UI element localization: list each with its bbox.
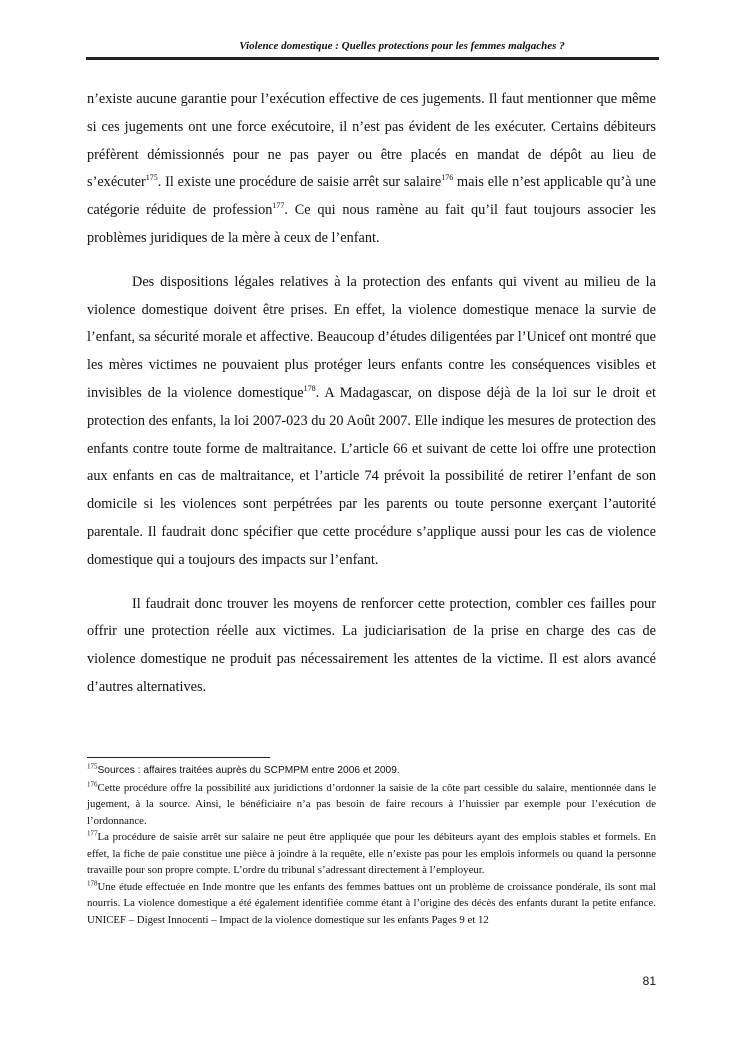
header-rule xyxy=(86,57,659,60)
footnote-number: 175 xyxy=(87,762,98,771)
footnote-text: La procédure de saisie arrêt sur salaire ne peut être appliquée que pour les débiteurs ayant des emplois stables et formels. En effet, la fiche de paie constitue une pièce à joindre à la requête, elle n’existe pas pour les emplois informels ou quand la personne travaille pour son propre compte. L’ordre du tribunal s’adressant directement à l’employeur. xyxy=(87,831,656,876)
footnote-text: Sources : affaires traitées auprès du SCPMPM entre 2006 et 2009. xyxy=(97,765,400,776)
paragraph-2-text-a: Des dispositions légales relatives à la protection des enfants qui vivent au milieu de la violence domestique doivent être prises. En effet, la violence domestique menace la survie de l’enfant, sa sécurité morale et affective. Beaucoup d’études diligentées par l’Unicef ont montré que les mères victimes ne pouvaient plus protéger leurs enfants contre les conséquences visibles et invisibles de la violence domestique xyxy=(87,273,656,401)
footnote-ref-178[interactable]: 178 xyxy=(303,384,316,394)
footnote-number: 178 xyxy=(87,878,98,887)
paragraph-3 xyxy=(87,591,656,702)
paragraph-3-text: Il faudrait donc trouver les moyens de renforcer cette protection, combler ces failles pour offrir une protection réelle aux victimes. La judiciarisation de la prise en charge des cas de violence domestique ne produit pas nécessairement les attentes de la victime. Il est alors avancé d’autres alternatives. xyxy=(87,595,656,695)
paragraph-2-text-b: . A Madagascar, on dispose déjà de la loi sur le droit et protection des enfants, la loi 2007-023 du 20 Août 2007. Elle indique les mesures de protection des enfants contre toute forme de maltraitance. L’article 66 et suivant de cette loi offre une protection aux enfants en cas de maltraitance, et l’article 74 prévoit la possibilité de retirer l’enfant de son domicile si les violences sont perpétrées par les parents ou toute personne exerçant l’autorité parentale. Il faudrait donc spécifier que cette procédure s’applique aussi pour les cas de violence domestique qui a toujours des impacts sur l’enfant. xyxy=(87,384,656,568)
footnote-separator xyxy=(87,757,270,758)
paragraph-1 xyxy=(87,86,656,253)
footnote-178 xyxy=(87,879,656,929)
footnotes xyxy=(87,762,656,928)
footnote-text: Cette procédure offre la possibilité aux juridictions d’ordonner la saisie de la côte part cessible du salaire, mentionnée dans le jugement, à la source. Ainsi, le bénéficiaire n’a pas besoin de faire recours à l’huissier par exemple pour l’exécution de l’ordonnance. xyxy=(87,781,656,827)
footnote-ref-176[interactable]: 176 xyxy=(441,173,454,183)
paragraph-1-text-d: . Ce qui nous ramène au fait qu’il faut toujours associer les problèmes juridiques de la mère à ceux de l’enfant. xyxy=(87,202,656,246)
page-number: 81 xyxy=(642,974,656,988)
body-text xyxy=(87,86,656,718)
running-header: Violence domestique : Quelles protections pour les femmes malgaches ? xyxy=(239,40,565,52)
footnote-number: 177 xyxy=(87,829,98,838)
footnote-175 xyxy=(87,762,656,780)
footnote-number: 176 xyxy=(87,779,98,788)
paragraph-1-text-c: mais elle n’est applicable qu’à une catégorie réduite de profession xyxy=(87,174,656,219)
footnote-text: Une étude effectuée en Inde montre que les enfants des femmes battues ont un problème de croissance pondérale, ils sont mal nourris. La violence domestique a été également identifiée comme étant à l’origine des décès des enfants durant la petite enfance. UNICEF – Digest Innocenti – Impact de la violence domestique sur les enfants Pages 9 et 12 xyxy=(87,880,656,926)
footnote-177 xyxy=(87,829,656,879)
footnote-ref-175[interactable]: 175 xyxy=(145,173,158,183)
footnote-ref-177[interactable]: 177 xyxy=(272,201,285,211)
footnote-176 xyxy=(87,780,656,830)
paragraph-1-text-b: . Il existe une procédure de saisie arrêt sur salaire xyxy=(157,174,442,191)
paragraph-2 xyxy=(87,269,656,575)
paragraph-1-text-a: n’existe aucune garantie pour l’exécution effective de ces jugements. Il faut mentionner que même si ces jugements ont une force exécutoire, il n’est pas évident de les exécuter. Certains débiteurs préfèrent démissionnés pour ne pas payer ou être placés en mandat de dépôt au lieu de s’exécuter xyxy=(87,91,656,191)
